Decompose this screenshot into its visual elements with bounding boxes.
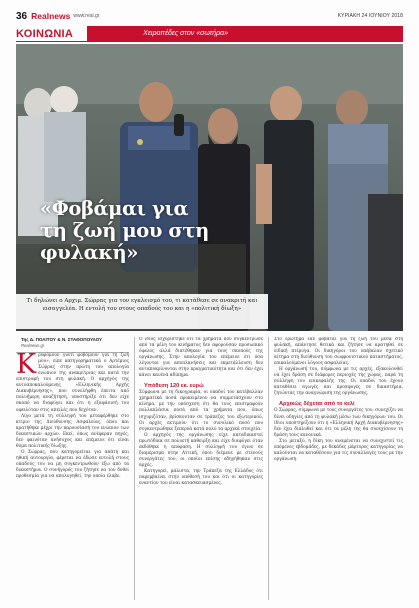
- paragraph-text: ρυφόμουν γιατί φοβόμουν για τη ζωή μου», είπε κατηγορηματικά ο Αρτέμιος Σώρρας στην πρώτη του απολογία ενώπιον της ανακρίτριας και κατά την επιστροφή του στη φυλακή. Ο αρχηγός της αυτοαποκαλούμενης «Ελληνικής Αρχής Διακυβέρνησης», που συνελήφθη έπειτα από πολυήμερη αναζήτηση, υποστήριξε ότι δεν είχε σκοπό να διαφύγει και ότι η εξαφάνισή του οφειλόταν στις απειλές που δεχόταν.: [16, 353, 129, 413]
- section-label: ΚΟΙΝΩΝΙΑ: [16, 28, 74, 40]
- brand-logo: Realnews: [31, 11, 71, 21]
- lede-box: [16, 294, 268, 329]
- page-header: [16, 9, 403, 23]
- brand-url: www.real.gr: [73, 13, 100, 19]
- photo-illustration: [16, 44, 403, 331]
- article-column-1: [16, 337, 129, 600]
- paragraph: [16, 349, 129, 413]
- article-headline: «Φοβάμαι για τη ζωή μου στη φυλακή»: [40, 197, 209, 264]
- paragraph: Σύμφωνα με τη δικογραφία, οι οπαδοί του κατέβαλλαν χρηματικά ποσά προκειμένου να συμμετάσχουν στο κίνημα, με την υπόσχεση ότι θα τους επιστραφούν πολλαπλάσια ποσά από τα χρήματα που, όπως ισχυριζόταν, βρίσκονταν σε τράπεζες του εξωτερικού. Οι αρχές εκτιμούν ότι το συνολικό ποσό που συγκεντρώθηκε ξεπερνά κατά πολύ τα αρχικά στοιχεία.: [139, 390, 263, 432]
- byline: Της Δ. ΠΟΛΙΤΟΥ & Ν. ΣΤΑΘΟΠΟΥΛΟΥ: [21, 337, 103, 342]
- paragraph: Η οργάνωσή του, σύμφωνα με τις αρχές, εξακολουθεί να έχει δράση σε διάφορες περιοχές της χώρας, παρά τη σύλληψη του επικεφαλής της. Οι οπαδοί του έχουν καταθέσει αγωγές και προσφυγές σε δικαστήρια, ζητώντας την αναγνώριση της οργάνωσης.: [274, 367, 403, 397]
- page-number: 36: [16, 10, 28, 22]
- byline-source: Realnews.gr: [16, 343, 129, 353]
- paragraph: Ο ίδιος ισχυρίστηκε ότι τα χρήματα που συγκέντρωσε από τα μέλη του κινήματος δεν αφορούσαν προσωπικό όφελος αλλά διατέθηκαν για τους σκοπούς της οργάνωσης. Στην απολογία του επέμεινε ότι όσα λέγονται για αποπλανήσεις και εκμετάλλευση δεν ανταποκρίνονται στην πραγματικότητα και ότι δεν έχει κάνει κανένα αδίκημα.: [139, 337, 263, 379]
- section-bar: [16, 26, 403, 42]
- paragraph: Λίγο μετά τη σύλληψή του μεταφέρθηκε στο κτίριο της Διεύθυνσης Ασφαλείας, όπου και κρατήθηκε μέχρι την παρουσίασή του ενώπιον των δικαστικών αρχών. Εκεί, όπως ανέφεραν πηγές, δεν φαινόταν ανήσυχος και επέμεινε ότι είναι θύμα πολιτικής δίωξης.: [16, 413, 129, 449]
- paragraph: Ο αρχηγός της οργάνωσης είχε καταδικαστεί πρωτόδικα σε πολυετή κάθειρξη και είχε διαφύγει όταν εκδόθηκε η απόφαση. Η σύλληψή του έγινε σε διαμέρισμα στην Αττική, όπου διέμενε με στενούς συνεργάτες του, οι οποίοι επίσης οδηγήθηκαν στις αρχές.: [139, 432, 263, 468]
- paragraph: Ο Σώρρας, σύμφωνα με τους συνεργάτες του, συνεχίζει να δίνει οδηγίες από τη φυλακή μέσω των δικηγόρων του. Οι ίδιοι υποστηρίζουν ότι η «Ελληνική Αρχή Διακυβέρνησης» δεν έχει διαλυθεί και ότι τα μέλη της θα συνεχίσουν τη δράση τους κανονικά.: [274, 408, 403, 438]
- paragraph: Στο μεταξύ, η δίκη του αναμένεται να συνεχιστεί τις επόμενες εβδομάδες, με δεκάδες μάρτυρες κατηγορίας να καλούνται να καταθέσουν για τις συναλλαγές τους με την οργάνωση.: [274, 438, 403, 462]
- column-rule: [268, 337, 269, 600]
- drop-cap: Κ: [16, 349, 37, 381]
- subheading: Αρχικώς δέχεται από το κελί: [279, 401, 355, 408]
- paragraph: Ο Σώρρας, που κατηγορείται για απάτη και ηθική αυτουργία, φέρεται να έδωσε εντολή στους οπαδούς του να μη συγκεντρωθούν έξω από τα δικαστήρια. Ο συνήγορός του ζήτησε να του δοθεί προθεσμία για να απολογηθεί, την οποία έλαβε.: [16, 449, 129, 480]
- issue-date: ΚΥΡΙΑΚΗ 24 ΙΟΥΝΙΟΥ 2018: [337, 13, 403, 19]
- article-column-3: [274, 337, 403, 600]
- article-photo: [16, 44, 403, 331]
- article-column-2: [139, 337, 263, 600]
- paragraph: Στο ερώτημα εάν φοβάται για τη ζωή του μέσα στη φυλακή, απάντησε θετικά και ζήτησε να κρατηθεί σε ειδική πτέρυγα. Οι δικηγόροι του υπέβαλαν σχετικό αίτημα στη διεύθυνση του σωφρονιστικού καταστήματος, επικαλούμενοι λόγους ασφαλείας.: [274, 337, 403, 367]
- column-rule: [134, 337, 135, 600]
- paragraph: Κατηγορεί, μάλιστα, την Τράπεζα της Ελλάδος ότι παρεμβαίνει στην υπόθεσή του και ότι οι κατηγορίες εναντίον του είναι κατασκευασμένες.: [139, 468, 263, 487]
- story-kicker: Χειροπέδες στον «σωτήρα»: [87, 26, 403, 41]
- article-lede: Τι δηλώνει ο Αρχιμ. Σώρρας για τον εγκλεισμό του, τι κατάθεσε σε ανακριτή και εισαγγελέα. Η εντολή του στους οπαδούς του και η «πολιτική δίωξη»: [26, 298, 258, 312]
- subheading: Υπόθεση 120 εκ. ευρώ: [144, 383, 204, 390]
